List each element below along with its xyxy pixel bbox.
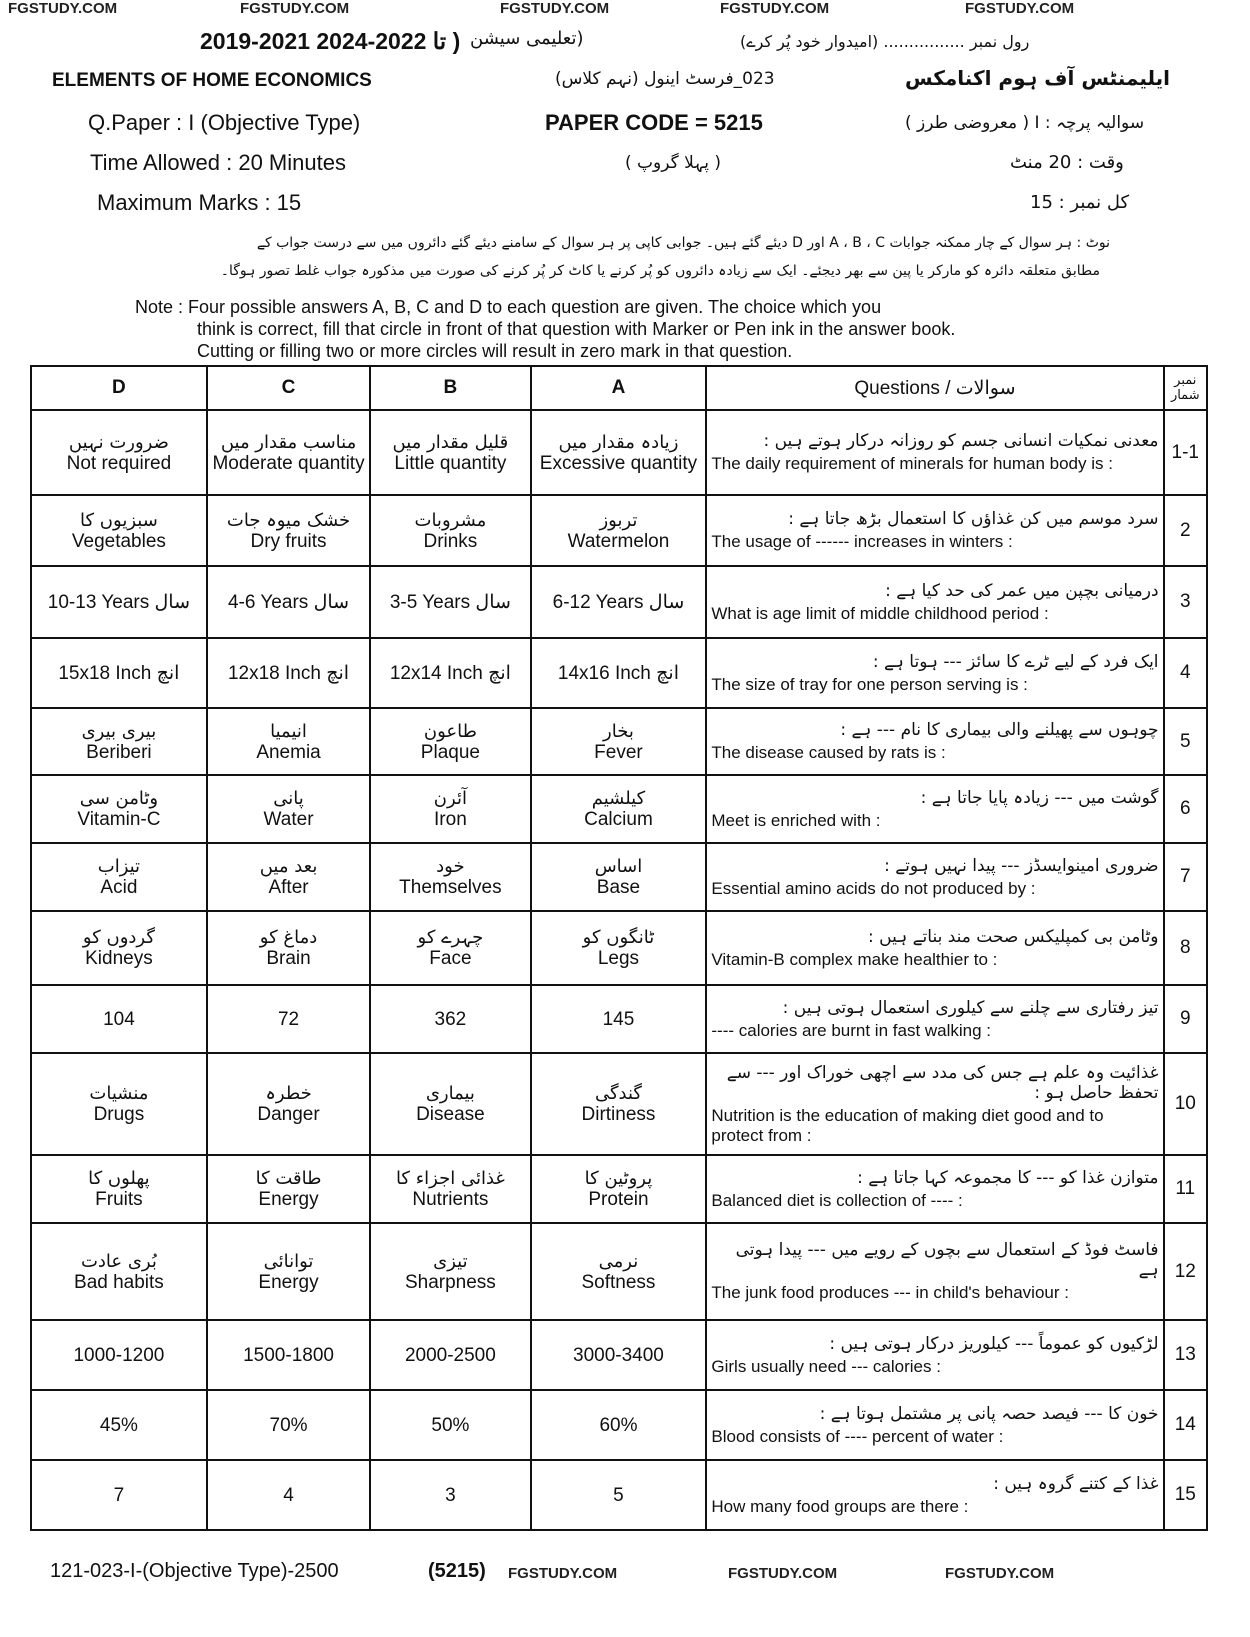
option-d (31, 495, 207, 566)
option-a-text: Excessive quantity (539, 452, 698, 474)
option-d (31, 1460, 207, 1530)
option-d-text: Beriberi (86, 741, 152, 763)
table-row (31, 775, 1207, 843)
note-urdu-line-2: مطابق متعلقہ دائرہ کو مارکر یا پین سے بھر دیجئے۔ ایک سے زیادہ دائروں کو پُر کرنے یا کاٹ کر پُر کرنے کی صورت میں مذکورہ جواب غلط تصور ہوگا۔ (220, 263, 1100, 279)
option-a (531, 775, 707, 843)
table-row (31, 1390, 1207, 1460)
option-c-urdu: طاقت کا (255, 1168, 322, 1189)
question-english: What is age limit of middle childhood period : (711, 603, 1049, 623)
question-urdu: فاسٹ فوڈ کے استعمال سے بچوں کے رویے میں --- پیدا ہوتی ہے (735, 1240, 1159, 1280)
option-b (370, 775, 530, 843)
option-a (531, 1390, 707, 1460)
question-urdu: سرد موسم میں کن غذاؤں کا استعمال بڑھ جاتا ہے : (788, 509, 1159, 529)
option-c-urdu: خطرہ (265, 1083, 312, 1104)
option-b-text: Drinks (423, 530, 478, 552)
option-d-text: 15x18 Inch انچ (58, 662, 180, 684)
question (706, 843, 1163, 911)
question-urdu: گوشت میں --- زیادہ پایا جاتا ہے : (920, 787, 1159, 808)
header-option-c: C (207, 366, 370, 410)
watermark: FGSTUDY.COM (500, 0, 610, 17)
table-row (31, 1320, 1207, 1390)
question-number: 3 (1164, 566, 1207, 638)
question-urdu: تیز رفتاری سے چلنے سے کیلوری استعمال ہوتی ہیں : (782, 997, 1159, 1018)
option-d (31, 775, 207, 843)
option-b-text: 50% (431, 1414, 470, 1436)
watermark: FGSTUDY.COM (945, 1565, 1055, 1582)
question-urdu: ایک فرد کے لیے ٹرے کا سائز --- ہوتا ہے : (872, 651, 1159, 672)
option-c-urdu: توانائی (263, 1250, 314, 1272)
question (706, 708, 1163, 775)
option-d-text: Drugs (93, 1104, 145, 1125)
option-d (31, 843, 207, 911)
option-b (370, 410, 530, 495)
option-a-urdu: ٹانگوں کو (582, 927, 655, 948)
option-d-text: 1000-1200 (73, 1344, 165, 1366)
question-english: ---- calories are burnt in fast walking : (711, 1020, 992, 1040)
option-b-text: Iron (434, 809, 467, 830)
header-option-a: A (531, 366, 707, 410)
option-c-text: 72 (277, 1008, 300, 1030)
option-a (531, 911, 707, 985)
option-d-urdu: سبزیوں کا (80, 509, 158, 531)
option-c-text: Energy (258, 1271, 319, 1293)
option-c (207, 566, 370, 638)
option-a-text: 3000-3400 (573, 1344, 664, 1366)
question (706, 1223, 1163, 1320)
option-c-text: 12x18 Inch انچ (227, 662, 350, 684)
option-c-text: 70% (269, 1414, 308, 1436)
option-d-text: 7 (113, 1484, 125, 1506)
option-b-text: Disease (416, 1104, 485, 1125)
option-b (370, 638, 530, 708)
option-c (207, 1320, 370, 1390)
option-c (207, 985, 370, 1053)
question-english: The junk food produces --- in child's behaviour : (711, 1283, 1069, 1302)
questions-table (30, 365, 1208, 1531)
option-a-text: Dirtiness (581, 1104, 656, 1125)
option-a (531, 638, 707, 708)
table-row (31, 1155, 1207, 1223)
question-urdu: وٹامن بی کمپلیکس صحت مند بناتے ہیں : (868, 926, 1159, 947)
question-english: Meet is enriched with : (711, 810, 881, 830)
group-label: ( پہلا گروپ ) (625, 153, 721, 173)
option-c (207, 1223, 370, 1320)
question-number: 15 (1164, 1460, 1207, 1530)
question-urdu: غذائیت وہ علم ہے جس کی مدد سے اچھی خوراک اور --- سے تحفظ حاصل ہو : (726, 1062, 1159, 1103)
option-c (207, 1390, 370, 1460)
option-c (207, 775, 370, 843)
table-row (31, 1223, 1207, 1320)
option-a-urdu: اساس (594, 856, 643, 877)
note-en-line-2: think is correct, fill that circle in front of that question with Marker or Pen ink in the answer book. (197, 319, 956, 339)
option-d (31, 985, 207, 1053)
option-c-text: 4 (283, 1484, 294, 1506)
table-row (31, 495, 1207, 566)
note-urdu-line-1: نوٹ : ہر سوال کے چار ممکنہ جوابات A ، B ، C اور D دیئے گئے ہیں۔ جوابی کاپی پر ہر سوال کے سامنے دیئے گئے دائروں میں سے درست جواب کے (256, 235, 1110, 251)
table-row (31, 985, 1207, 1053)
question-english: The size of tray for one person serving is : (711, 674, 1028, 694)
option-b (370, 708, 530, 775)
question-english: The usage of ------ increases in winters : (711, 532, 1013, 551)
option-a-text: Watermelon (567, 530, 670, 552)
option-b-urdu: آئرن (433, 788, 467, 809)
option-d-text: 10-13 Years سال (47, 591, 191, 613)
option-a-text: 145 (602, 1008, 635, 1030)
maximum-marks-en: Maximum Marks : 15 (97, 190, 302, 215)
option-b-urdu: طاعون (423, 720, 477, 742)
table-row (31, 911, 1207, 985)
footer-paper-code: (5215) (428, 1560, 486, 1582)
option-c-urdu: بعد میں (259, 856, 318, 877)
option-b-urdu: خود (436, 856, 465, 877)
option-a-text: Base (596, 877, 641, 898)
option-a (531, 1320, 707, 1390)
option-c-text: Energy (258, 1189, 319, 1210)
question-english: The disease caused by rats is : (711, 743, 946, 762)
option-d-urdu: بُری عادت (80, 1250, 157, 1272)
option-c-urdu: خشک میوہ جات (226, 509, 351, 531)
option-b-text: Themselves (399, 877, 502, 898)
option-b (370, 1223, 530, 1320)
option-a (531, 985, 707, 1053)
question-urdu: درمیانی بچپن میں عمر کی حد کیا ہے : (885, 580, 1159, 601)
option-b-text: 2000-2500 (404, 1344, 496, 1366)
option-a-text: Softness (581, 1271, 656, 1293)
option-a-text: Protein (588, 1189, 649, 1210)
question-english: Girls usually need --- calories : (711, 1356, 941, 1376)
option-b-text: Sharpness (404, 1271, 496, 1293)
option-a (531, 1223, 707, 1320)
question-urdu: متوازن غذا کو --- کا مجموعہ کہا جاتا ہے : (857, 1167, 1159, 1188)
question (706, 566, 1163, 638)
option-d (31, 566, 207, 638)
question-number: 14 (1164, 1390, 1207, 1460)
option-d (31, 911, 207, 985)
subject-title-urdu: ایلیمنٹس آف ہوم اکنامکس (905, 66, 1171, 90)
option-d (31, 1390, 207, 1460)
option-c-text: Water (263, 809, 314, 830)
question-number: 9 (1164, 985, 1207, 1053)
option-b (370, 1390, 530, 1460)
question-number: 11 (1164, 1155, 1207, 1223)
option-a (531, 410, 707, 495)
table-header-row (31, 366, 1207, 410)
option-a-text: 60% (599, 1414, 638, 1436)
option-b-urdu: تیزی (433, 1250, 468, 1272)
note-en-line-1: Note : Four possible answers A, B, C and D to each question are given. The choice which you (135, 297, 882, 317)
question (706, 775, 1163, 843)
option-d-urdu: بیری بیری (81, 720, 157, 742)
option-a-urdu: زیادہ مقدار میں (558, 431, 679, 453)
table-row (31, 410, 1207, 495)
question-urdu: ضروری امینوایسڈز --- پیدا نہیں ہوتے : (884, 855, 1159, 876)
watermark: FGSTUDY.COM (8, 0, 118, 17)
option-a-text: Legs (597, 948, 640, 969)
option-b (370, 985, 530, 1053)
option-a-text: 5 (613, 1484, 624, 1506)
session-label-urdu: (تعلیمی سیشن (470, 28, 584, 49)
option-d (31, 1053, 207, 1155)
option-a-urdu: گندگی (594, 1083, 642, 1104)
table-row (31, 1053, 1207, 1155)
option-a (531, 1460, 707, 1530)
option-c (207, 1053, 370, 1155)
option-c (207, 1155, 370, 1223)
class-label: 023_فرسٹ اینول (نہم کلاس) (555, 69, 775, 89)
roll-number-field: رول نمبر ................ (امیدوار خود پُر کرے) (740, 32, 1030, 51)
option-d-urdu: گردوں کو (82, 927, 155, 948)
question-number: 10 (1164, 1053, 1207, 1155)
note-en-line-3: Cutting or filling two or more circles will result in zero mark in that question. (197, 341, 793, 361)
option-a-urdu: کیلشیم (591, 788, 646, 809)
question-urdu: خون کا --- فیصد حصہ پانی پر مشتمل ہوتا ہے : (819, 1403, 1159, 1424)
option-d-text: Fruits (95, 1189, 143, 1210)
option-d (31, 708, 207, 775)
option-d-text: Not required (66, 452, 172, 474)
question (706, 911, 1163, 985)
option-c-text: Moderate quantity (212, 452, 365, 474)
table-row (31, 708, 1207, 775)
header-option-b: B (370, 366, 530, 410)
option-d (31, 1223, 207, 1320)
option-a-urdu: بخار (603, 720, 634, 742)
table-row (31, 566, 1207, 638)
option-b (370, 1155, 530, 1223)
option-d-urdu: وٹامن سی (79, 788, 159, 809)
option-c (207, 1460, 370, 1530)
footer-code: 121-023-I-(Objective Type)-2500 (50, 1560, 339, 1582)
option-b-text: 3-5 Years سال (389, 591, 511, 613)
watermark: FGSTUDY.COM (728, 1565, 838, 1582)
question-number: 4 (1164, 638, 1207, 708)
question-number: 13 (1164, 1320, 1207, 1390)
option-b (370, 1460, 530, 1530)
option-b (370, 566, 530, 638)
question-number: 8 (1164, 911, 1207, 985)
option-a-text: Calcium (584, 809, 653, 830)
question-english: The daily requirement of minerals for human body is : (711, 454, 1113, 473)
option-b-text: Nutrients (412, 1189, 489, 1210)
option-c-urdu: انیمیا (270, 720, 307, 742)
subject-title-en: ELEMENTS OF HOME ECONOMICS (52, 70, 372, 91)
option-a (531, 843, 707, 911)
option-b-urdu: چہرے کو (417, 927, 484, 948)
question-urdu: معدنی نمکیات انسانی جسم کو روزانہ درکار ہوتے ہیں : (763, 431, 1159, 451)
option-b-text: Plaque (420, 741, 480, 763)
option-c-text: Brain (266, 948, 311, 969)
option-c (207, 638, 370, 708)
question (706, 1155, 1163, 1223)
watermark: FGSTUDY.COM (508, 1565, 618, 1582)
option-b (370, 843, 530, 911)
question-english: How many food groups are there : (711, 1496, 969, 1516)
watermark: FGSTUDY.COM (965, 0, 1075, 17)
option-c-urdu: دماغ کو (259, 927, 318, 948)
option-c-text: Danger (257, 1104, 320, 1125)
option-b-urdu: مشروبات (414, 509, 487, 531)
table-row (31, 1460, 1207, 1530)
question-number: 1-1 (1164, 410, 1207, 495)
option-d (31, 410, 207, 495)
option-a (531, 1053, 707, 1155)
option-d-urdu: پھلوں کا (88, 1168, 150, 1189)
option-b (370, 495, 530, 566)
question-number: 5 (1164, 708, 1207, 775)
question (706, 1460, 1163, 1530)
option-c-urdu: پانی (273, 788, 304, 809)
option-c-text: Dry fruits (250, 530, 327, 552)
option-d-urdu: ضرورت نہیں (68, 431, 169, 453)
option-a (531, 495, 707, 566)
option-b (370, 1320, 530, 1390)
option-d-text: Vegetables (71, 530, 166, 552)
question (706, 1053, 1163, 1155)
option-d-urdu: منشیات (89, 1083, 149, 1104)
time-allowed-en: Time Allowed : 20 Minutes (90, 150, 346, 175)
option-b-text: 362 (434, 1008, 467, 1030)
option-a-urdu: نرمی (598, 1250, 639, 1272)
option-a (531, 1155, 707, 1223)
watermark: FGSTUDY.COM (240, 0, 350, 17)
option-d-text: Bad habits (74, 1271, 164, 1293)
option-b-text: Face (429, 948, 472, 969)
option-d-text: 45% (99, 1414, 138, 1436)
option-a-text: 14x16 Inch انچ (557, 662, 679, 684)
option-a-text: Fever (594, 741, 643, 763)
question-english: Essential amino acids do not produced by : (711, 878, 1036, 898)
option-a-urdu: پروٹین کا (584, 1168, 653, 1189)
option-d-text: Kidneys (85, 948, 153, 969)
option-b (370, 911, 530, 985)
option-b (370, 1053, 530, 1155)
question-english: Blood consists of ---- percent of water : (711, 1426, 1004, 1446)
question-english: Vitamin-B complex make healthier to : (711, 949, 998, 969)
option-c-text: 1500-1800 (243, 1344, 334, 1366)
header-questions: Questions / سوالات (706, 366, 1163, 410)
option-d-text: Vitamin-C (77, 809, 161, 830)
option-b-urdu: غذائی اجزاء کا (395, 1168, 505, 1189)
option-c (207, 843, 370, 911)
option-b-urdu: قلیل مقدار میں (392, 431, 509, 453)
question-urdu: لڑکیوں کو عموماً --- کیلوریز درکار ہوتی ہیں : (829, 1333, 1159, 1354)
question (706, 495, 1163, 566)
time-allowed-urdu: وقت : 20 منٹ (1010, 152, 1124, 173)
paper-type-urdu: سوالیہ پرچہ : I ( معروضی طرز ) (905, 113, 1145, 133)
question-number: 6 (1164, 775, 1207, 843)
watermark: FGSTUDY.COM (720, 0, 830, 17)
question-english: Nutrition is the education of making diet good and to protect from : (711, 1105, 1104, 1145)
option-b-text: Little quantity (394, 452, 507, 474)
option-a-text: 6-12 Years سال (552, 591, 685, 613)
option-d (31, 1320, 207, 1390)
option-c (207, 410, 370, 495)
question-number: 7 (1164, 843, 1207, 911)
paper-type-en: Q.Paper : I (Objective Type) (88, 110, 361, 135)
option-c (207, 708, 370, 775)
option-d (31, 638, 207, 708)
paper-code: PAPER CODE = 5215 (545, 110, 763, 135)
option-d-text: Acid (100, 877, 138, 898)
option-c-urdu: مناسب مقدار میں (220, 431, 357, 453)
option-b-text: 12x14 Inch انچ (389, 662, 511, 684)
question-number: 12 (1164, 1223, 1207, 1320)
option-c-text: After (268, 877, 309, 898)
option-a-urdu: تربوز (599, 509, 638, 531)
option-b-urdu: بیماری (425, 1083, 475, 1104)
option-a (531, 708, 707, 775)
option-c (207, 495, 370, 566)
session-years: 2019-2021 تا 2022-2024 ) (200, 28, 461, 54)
option-d-text: 104 (103, 1008, 135, 1030)
option-b-text: 3 (445, 1484, 456, 1506)
question-english: Balanced diet is collection of ---- : (711, 1190, 963, 1210)
option-c (207, 911, 370, 985)
question (706, 1320, 1163, 1390)
option-a (531, 566, 707, 638)
option-d (31, 1155, 207, 1223)
question-urdu: چوہوں سے پھیلنے والی بیماری کا نام --- ہے : (840, 720, 1159, 740)
maximum-marks-urdu: کل نمبر : 15 (1030, 192, 1130, 213)
question (706, 985, 1163, 1053)
table-row (31, 638, 1207, 708)
header-option-d: D (31, 366, 207, 410)
question-urdu: غذا کے کتنے گروہ ہیں : (993, 1473, 1159, 1494)
question (706, 410, 1163, 495)
header-number: نمبر شمار (1164, 366, 1207, 410)
option-d-urdu: تیزاب (97, 856, 141, 877)
question (706, 1390, 1163, 1460)
question-number: 2 (1164, 495, 1207, 566)
option-c-text: Anemia (256, 741, 321, 763)
table-row (31, 843, 1207, 911)
question (706, 638, 1163, 708)
option-c-text: 4-6 Years سال (227, 591, 350, 613)
